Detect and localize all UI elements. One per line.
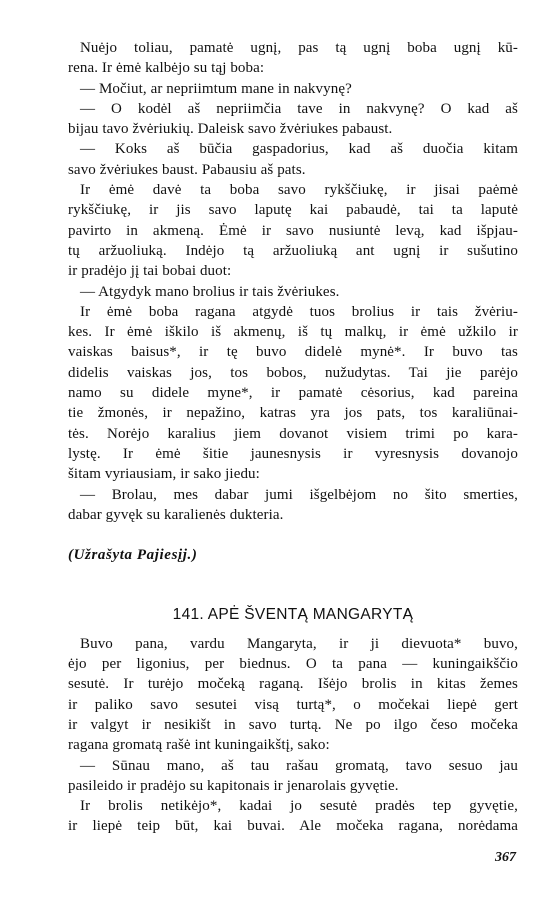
- text-line: Buvo pana, vardu Mangaryta, ir ji dievuota* buvo,: [80, 635, 518, 652]
- tale-heading: 141. APĖ ŠVENTĄ MANGARYTĄ: [172, 606, 414, 624]
- text-line: kes. Ir ėmė iškilo iš akmenų, iš tų malkų, ir ėmė užkilo ir: [68, 324, 518, 341]
- text-line: — O kodėl aš nepriimčia tave in nakvynę? O kad aš: [80, 100, 518, 117]
- text-line: dabar gyvęk su karalienės dukteria.: [68, 506, 284, 523]
- text-line: savo žvėriukes baust. Pabausiu aš pats.: [68, 161, 306, 178]
- tale-body-text: [68, 634, 518, 837]
- text-line: pasileido ir pradėjo su kapitonais ir jenarolais gyvętie.: [68, 777, 399, 794]
- text-line: tės. Norėjo karalius jiem dovanot visiem trimi po kara-: [68, 425, 518, 442]
- text-line: — Brolau, mes dabar jumi išgelbėjom no šito smerties,: [80, 486, 518, 503]
- text-line: šitam vyriausiam, ir sako jiedu:: [68, 466, 260, 483]
- text-line: rena. Ir ėmė kalbėjo su tąj boba:: [68, 60, 265, 77]
- text-line: ir pradėjo jį tai bobai duot:: [68, 263, 232, 280]
- text-line: Nuėjo toliau, pamatė ugnį, pas tą ugnį boba ugnį kū-: [80, 40, 518, 56]
- text-line: pavirto in akmeną. Ėmė ir savo nusiuntė levą, kad išpjau-: [68, 222, 518, 239]
- source-note: (Užrašyta Pajiesįj.): [68, 547, 198, 564]
- story-ending-text: [68, 38, 518, 525]
- text-line: didelis vaiskas jos, tos bobos, nužudytas. Tai jie parėjo: [68, 364, 518, 381]
- text-line: ir paliko savo sesutei visą turtą*, o močekai liepė gert: [68, 696, 518, 713]
- text-line: vaiskas baisus*, ir tę buvo didelė mynė*. Ir buvo tas: [68, 344, 518, 361]
- text-line: ėjo per ligonius, per biednus. O ta pana — kuningaikščio: [68, 656, 518, 673]
- text-line: ragana gromatą rašė int kuningaikštį, sako:: [68, 737, 330, 754]
- text-line: ir valgyt ir nesikišt in savo turtą. Ne po ilgo česo močeka: [68, 716, 518, 733]
- text-line: Ir ėmė davė ta boba savo rykščiukę, ir jisai paėmė: [80, 182, 518, 199]
- text-line: Ir brolis netikėjo*, kadai jo sesutė pradės tep gyvętie,: [80, 798, 518, 815]
- text-line: sesutė. Ir turėjo močeką raganą. Išėjo brolis in kitas žemes: [68, 676, 518, 693]
- text-line: rykščiukę, ir jis savo laputę kai pabaudė, tai ta laputė: [68, 202, 518, 219]
- text-line: tie žmonės, ir nepažino, katras yra jos pats, tos karaliūnai-: [68, 405, 518, 422]
- text-line: ir liepė teip būt, kai buvai. Ale močeka ragana, norėdama: [68, 818, 518, 835]
- text-line: lystę. Ir ėmė šitie jaunesnysis ir vyresnysis dovanojo: [68, 445, 518, 462]
- text-line: — Koks aš būčia gaspadorius, kad aš duočia kitam: [80, 141, 518, 158]
- text-line: bijau tavo žvėriukių. Daleisk savo žvėriukes pabaust.: [68, 121, 393, 138]
- text-line: — Sūnau mano, aš tau rašau gromatą, tavo sesuo jau: [80, 757, 518, 774]
- text-line: Ir ėmė boba ragana atgydė tuos brolius ir tais žvėriu-: [80, 303, 518, 320]
- text-line: namo su didele myne*, ir pamatė cėsorius, kad pareina: [68, 385, 518, 402]
- text-line: — Močiut, ar nepriimtum mane in nakvynę?: [80, 80, 352, 97]
- page-number: 367: [495, 850, 516, 865]
- text-line: tų aržuoliuką. Indėjo tą aržuoliuką ant ugnį ir sušutino: [68, 242, 518, 259]
- text-line: — Atgydyk mano brolius ir tais žvėriukes.: [80, 283, 340, 300]
- book-page: [68, 38, 518, 837]
